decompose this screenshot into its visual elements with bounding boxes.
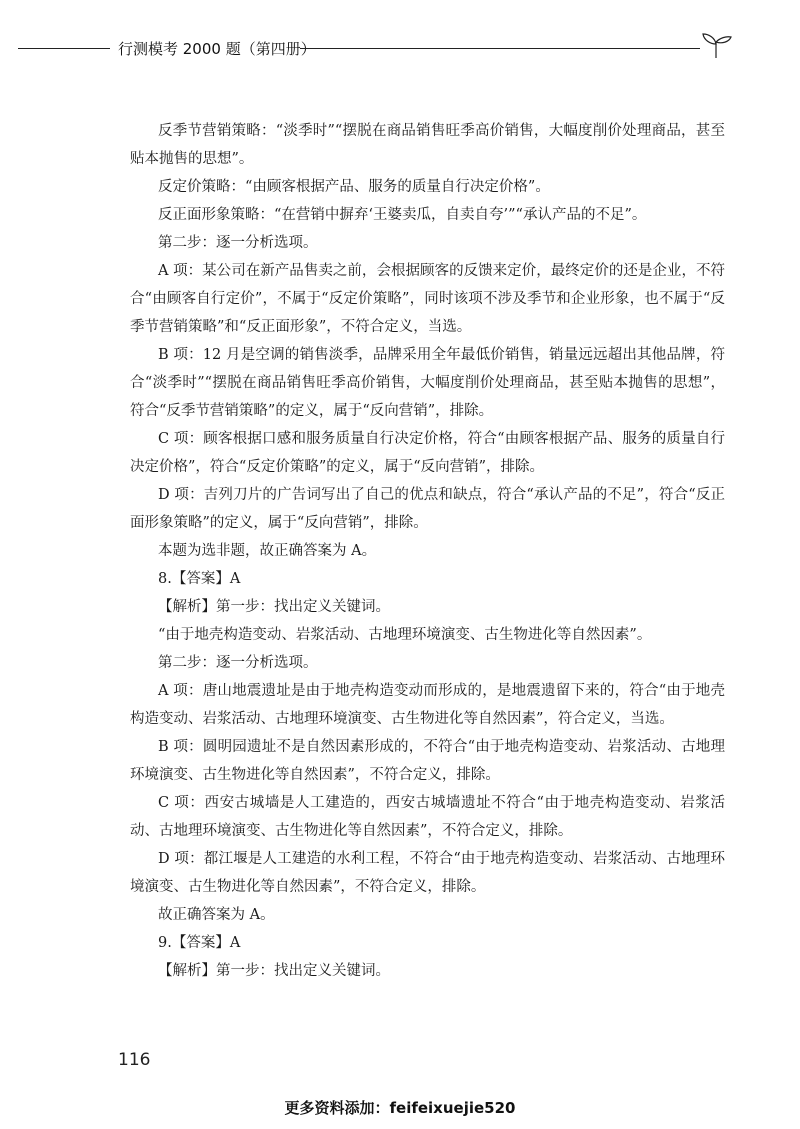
paragraph: 故正确答案为 A。 (158, 907, 275, 923)
paragraph: B 项：圆明园遗址不是自然因素形成的，不符合“由于地壳构造变动、岩浆活动、古地理环境演变、古生物进化等自然因素”，不符合定义，排除。 (130, 739, 725, 783)
paragraph: D 项：都江堰是人工建造的水利工程，不符合“由于地壳构造变动、岩浆活动、古地理环境演变、古生物进化等自然因素”，不符合定义，排除。 (130, 851, 725, 895)
paragraph: B 项：12 月是空调的销售淡季，品牌采用全年最低价销售，销量远远超出其他品牌，符合“淡季时”“摆脱在商品销售旺季高价销售，大幅度削价处理商品，甚至贴本抛售的思想”，符合“反季节营销策略”的定义，属于“反向营销”，排除。 (130, 347, 725, 419)
analysis-heading: 【解析】第一步：找出定义关键词。 (158, 599, 390, 615)
paragraph: 本题为选非题，故正确答案为 A。 (158, 543, 377, 559)
analysis-heading: 【解析】第一步：找出定义关键词。 (158, 963, 390, 979)
paragraph: “由于地壳构造变动、岩浆活动、古地理环境演变、古生物进化等自然因素”。 (158, 627, 652, 643)
paragraph: D 项：吉列刀片的广告词写出了自己的优点和缺点，符合“承认产品的不足”，符合“反正面形象策略”的定义，属于“反向营销”，排除。 (130, 487, 725, 531)
paragraph: 反正面形象策略：“在营销中摒弃‘王婆卖瓜，自卖自夸’”“承认产品的不足”。 (158, 207, 647, 223)
running-header (18, 36, 718, 60)
paragraph: A 项：唐山地震遗址是由于地壳构造变动而形成的，是地震遗留下来的，符合“由于地壳构造变动、岩浆活动、古地理环境演变、古生物进化等自然因素”，符合定义，当选。 (130, 683, 725, 727)
explanation-body (130, 117, 725, 985)
paragraph: 第二步：逐一分析选项。 (158, 655, 318, 671)
paragraph: 反定价策略：“由顾客根据产品、服务的质量自行决定价格”。 (158, 179, 550, 195)
header-title: 行测模考 2000 题（第四册） (118, 40, 316, 58)
answer-heading: 8.【答案】A (158, 571, 241, 587)
header-rule-left (18, 48, 110, 49)
sprout-icon (698, 30, 734, 60)
paragraph: C 项：顾客根据口感和服务质量自行决定价格，符合“由顾客根据产品、服务的质量自行决定价格”，符合“反定价策略”的定义，属于“反向营销”，排除。 (130, 431, 725, 475)
footer-note: 更多资料添加：feifeixuejie520 (284, 1099, 516, 1117)
answer-heading: 9.【答案】A (158, 935, 241, 951)
paragraph: A 项：某公司在新产品售卖之前，会根据顾客的反馈来定价，最终定价的还是企业，不符合“由顾客自行定价”，不属于“反定价策略”，同时该项不涉及季节和企业形象，也不属于“反季节营销策略”和“反正面形象”，不符合定义，当选。 (130, 263, 725, 335)
paragraph: C 项：西安古城墙是人工建造的，西安古城墙遗址不符合“由于地壳构造变动、岩浆活动、古地理环境演变、古生物进化等自然因素”，不符合定义，排除。 (130, 795, 725, 839)
paragraph: 反季节营销策略：“淡季时”“摆脱在商品销售旺季高价销售，大幅度削价处理商品，甚至贴本抛售的思想”。 (130, 123, 725, 167)
header-rule-right (300, 48, 700, 49)
page-number: 116 (118, 1050, 151, 1070)
paragraph: 第二步：逐一分析选项。 (158, 235, 318, 251)
